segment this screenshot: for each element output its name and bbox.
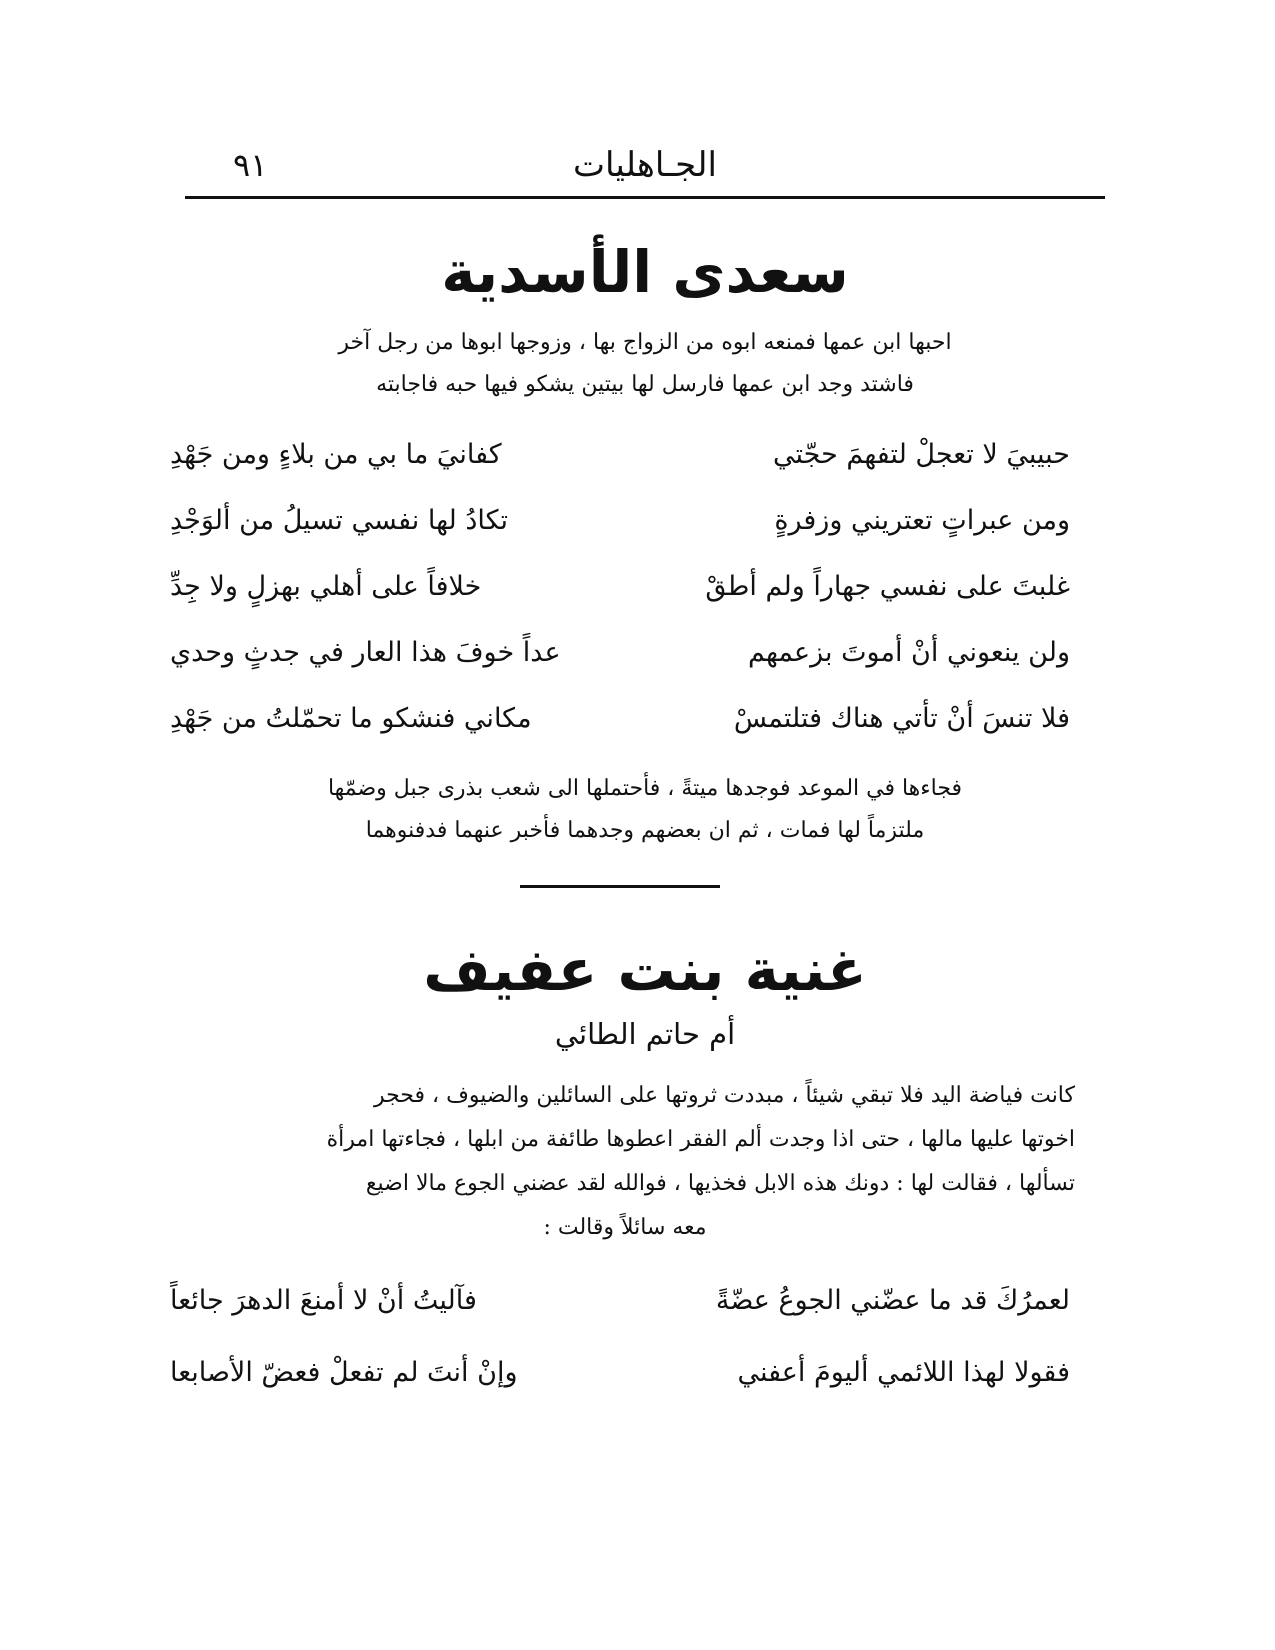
poem2-subtitle: أم حاتم الطائي [554,1017,736,1051]
verse-first-hemistich: فلا تنسَ أنْ تأتي هناك فتلتمسْ [733,703,1070,734]
running-title: الجـاهليات [573,145,717,185]
verse-line [170,1340,1070,1412]
poem1-outro-line: ملتزماً لها فمات ، ثم ان بعضهم وجدهما فأخبر عنهما فدفنوهما [365,818,925,843]
poem1-outro [225,768,1065,852]
prose-line: تسألها ، فقالت لها : دونك هذه الابل فخذيها ، فوالله لقد عضني الجوع مالا اضيع [365,1171,1075,1196]
verse-second-hemistich: كفانيَ ما بي من بلاءٍ ومن جَهْدِ [170,439,502,470]
poem1-verses [170,422,1070,752]
header-rule [185,196,1105,199]
verse-line [170,620,1070,686]
section-separator [520,885,720,888]
poem2-prose [175,1074,1075,1250]
verse-line [170,488,1070,554]
verse-second-hemistich: مكاني فنشكو ما تحمّلتُ من جَهْدِ [170,703,532,734]
verse-line [170,686,1070,752]
prose-line: اخوتها عليها مالها ، حتى اذا وجدت ألم الفقر اعطوها طائفة من ابلها ، فجاءتها امرأة [326,1127,1075,1152]
verse-line [170,1268,1070,1340]
verse-second-hemistich: خلافاً على أهلي بهزلٍ ولا جِدِّ [170,571,482,602]
verse-second-hemistich: وإنْ أنتَ لم تفعلْ فعضّ الأصابعا [170,1357,518,1388]
verse-line [170,422,1070,488]
verse-first-hemistich: ومن عبراتٍ تعتريني وزفرةٍ [774,505,1070,536]
poem1-intro-line: فاشتد وجد ابن عمها فارسل لها بيتين يشكو فيها حبه فاجابته [376,372,914,397]
verse-line [170,554,1070,620]
verse-first-hemistich: غلبتَ على نفسي جهاراً ولم أطقْ [705,571,1070,602]
poem1-intro-line: احبها ابن عمها فمنعه ابوه من الزواج بها ، وزوجها ابوها من رجل آخر [338,330,952,355]
poem2-verses [170,1268,1070,1412]
poem1-outro-line: فجاءها في الموعد فوجدها ميتةً ، فأحتملها الى شعب بذرى جبل وضمّها [327,776,963,801]
poem2-title: غنية بنت عفيف [423,936,867,1004]
verse-first-hemistich: لعمرُكَ قد ما عضّني الجوعُ عضّةً [715,1285,1070,1316]
verse-first-hemistich: فقولا لهذا اللائمي أليومَ أعفني [737,1357,1070,1388]
verse-second-hemistich: عداً خوفَ هذا العار في جدثٍ وحدي [170,637,561,668]
verse-second-hemistich: تكادُ لها نفسي تسيلُ من ألوَجْدِ [170,505,509,536]
verse-first-hemistich: حبيبيَ لا تعجلْ لتفهمَ حجّتي [773,439,1070,470]
verse-first-hemistich: ولن ينعوني أنْ أموتَ بزعمهم [747,637,1070,668]
prose-line: معه سائلاً وقالت : [543,1215,707,1240]
page-number: ٩١ [233,146,268,184]
poem1-intro [225,322,1065,406]
prose-line: كانت فياضة اليد فلا تبقي شيئاً ، مبددت ثروتها على السائلين والضيوف ، فحجر [373,1083,1075,1108]
poem1-title: سعدى الأسدية [441,238,849,306]
running-header [185,142,1105,192]
verse-second-hemistich: فآليتُ أنْ لا أمنعَ الدهرَ جائعاً [170,1285,477,1316]
